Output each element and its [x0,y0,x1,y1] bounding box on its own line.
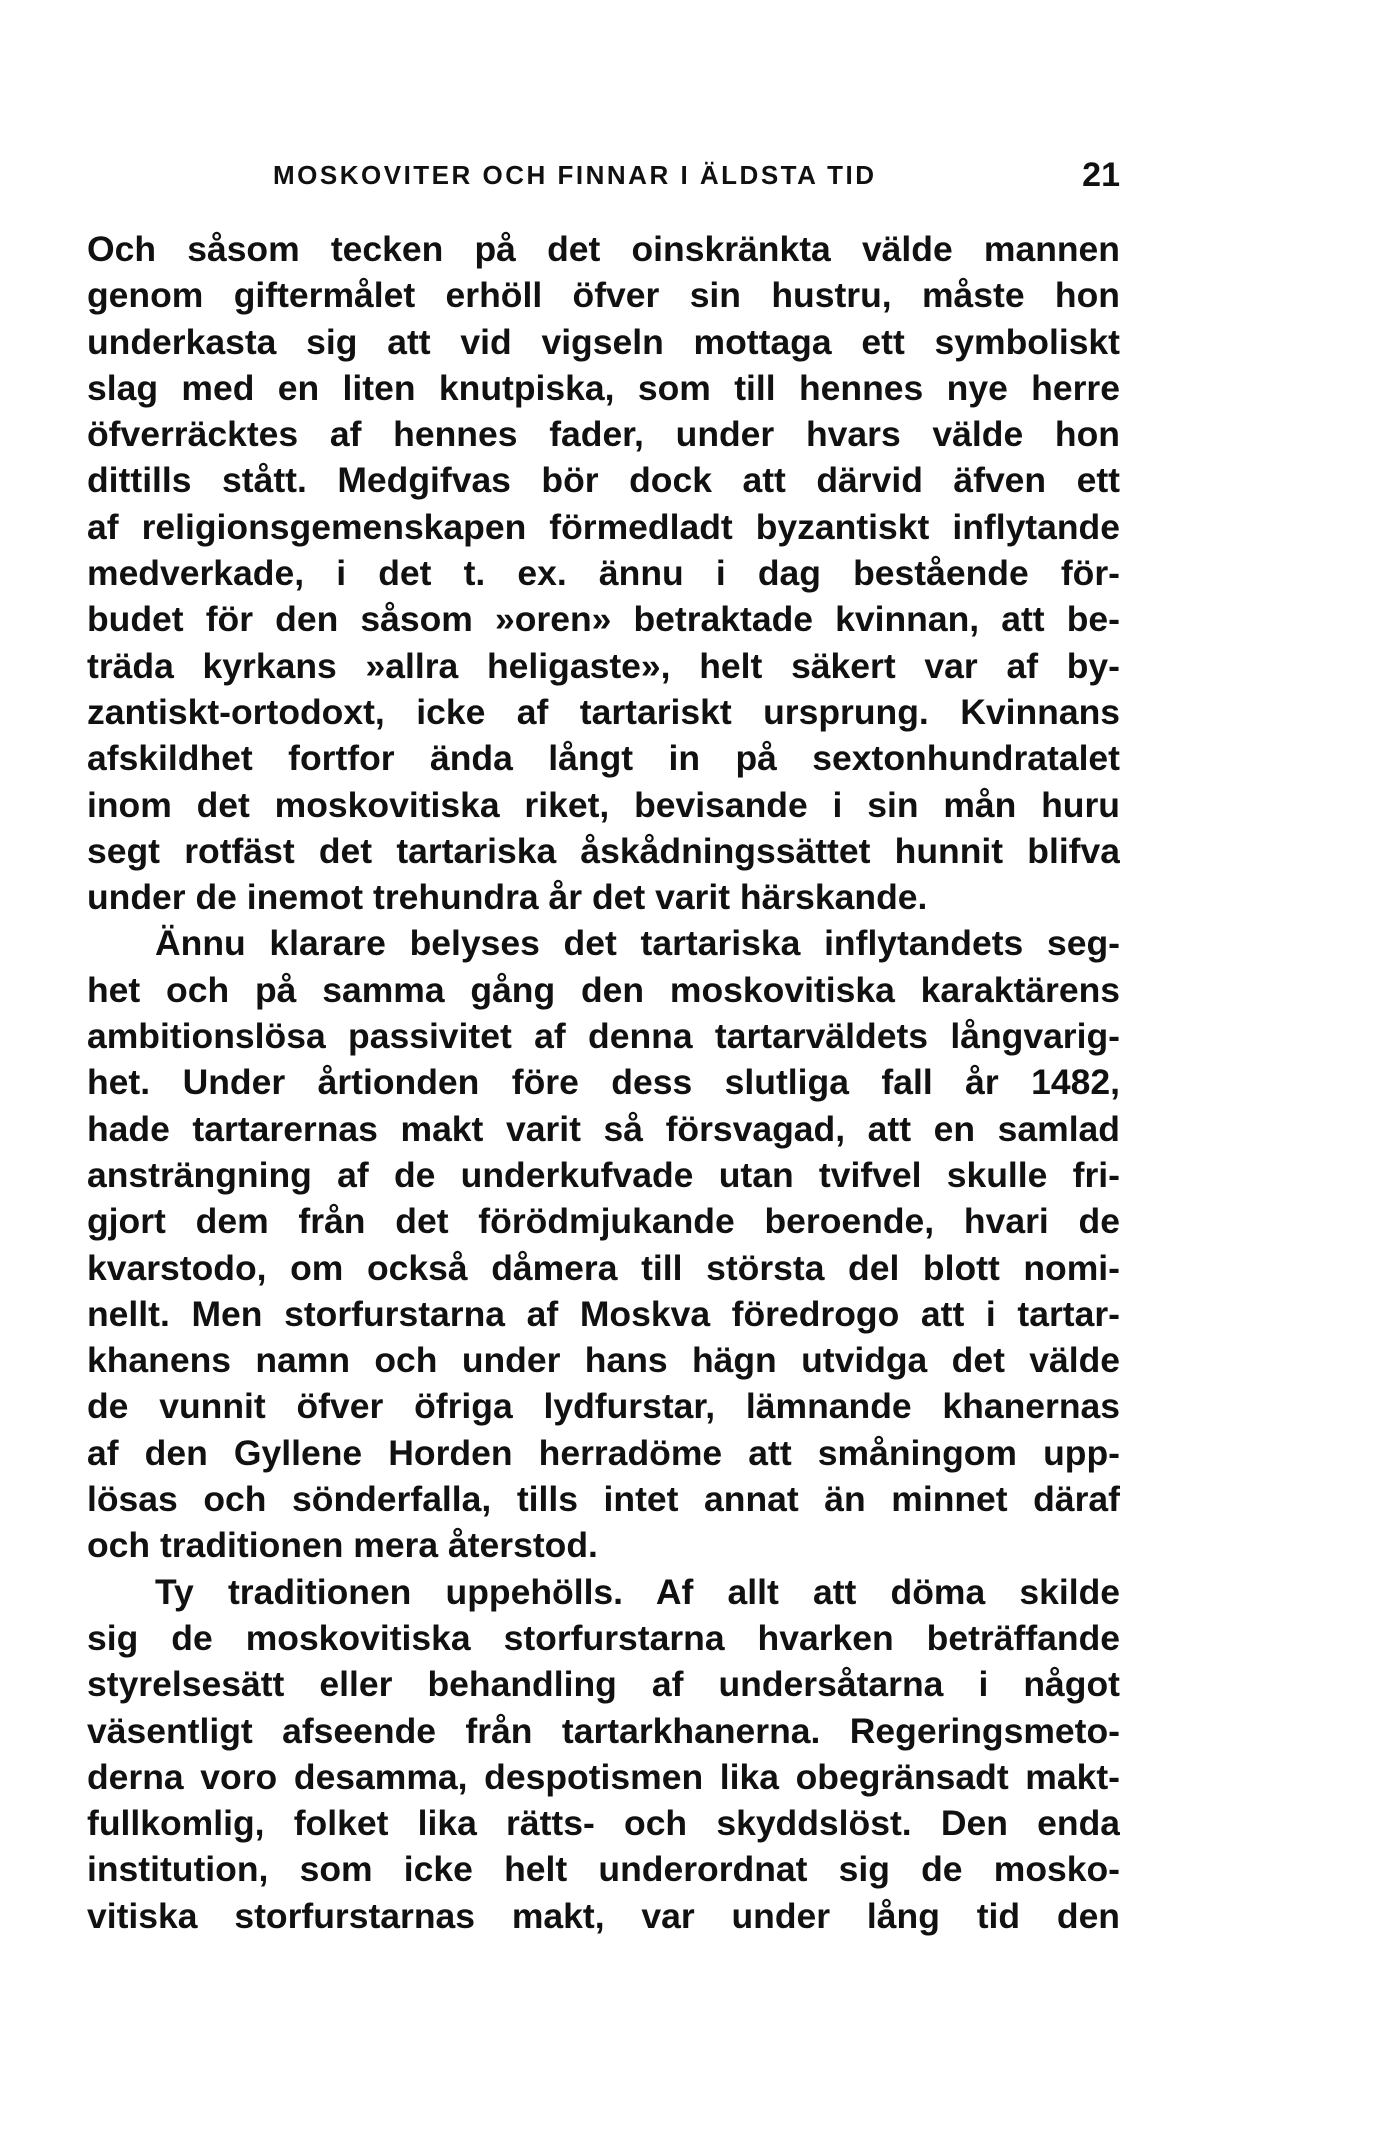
text-line: af den Gyllene Horden herradöme att småningom upp- [87,1432,1120,1473]
text-line: af religionsgemenskapen förmedladt byzantiskt inflytande [87,506,1120,547]
paragraph-end-line: och traditionen mera återstod. [87,1525,598,1566]
text-line: derna voro desamma, despotismen lika obegränsadt makt- [87,1756,1120,1797]
text-line: kvarstodo, om också dåmera till största del blott nomi- [87,1247,1120,1288]
text-line: het. Under årtionden före dess slutliga fall år 1482, [87,1062,1120,1103]
text-line: medverkade, i det t. ex. ännu i dag bestående för- [87,553,1120,594]
text-line: styrelsesätt eller behandling af undersåtarna i något [87,1664,1120,1705]
text-line: slag med en liten knutpiska, som till hennes nye herre [87,367,1120,408]
text-line: vitiska storfurstarnas makt, var under lång tid den [87,1895,1120,1936]
paragraph-end-line: under de inemot trehundra år det varit härskande. [87,877,928,918]
text-line: öfverräcktes af hennes fader, under hvars välde hon [87,414,1120,455]
text-line: inom det moskovitiska riket, bevisande i sin mån huru [87,784,1120,825]
text-line: nellt. Men storfurstarna af Moskva föredrogo att i tartar- [87,1293,1120,1334]
text-line: träda kyrkans »allra heligaste», helt säkert var af by- [87,645,1120,686]
page-number: 21 [1082,156,1120,194]
text-line: het och på samma gång den moskovitiska karaktärens [87,969,1120,1010]
paragraph-start-line: Ännu klarare belyses det tartariska inflytandets seg- [155,923,1120,964]
text-line: segt rotfäst det tartariska åskådningssättet hunnit blifva [87,830,1120,871]
text-line: de vunnit öfver öfriga lydfurstar, lämnande khanernas [87,1386,1120,1427]
text-line: khanens namn och under hans hägn utvidga det välde [87,1340,1120,1381]
running-title: MOSKOVITER OCH FINNAR I ÄLDSTA TID [273,160,877,190]
text-line: budet för den såsom »oren» betraktade kvinnan, att be- [87,599,1120,640]
text-line: zantiskt-ortodoxt, icke af tartariskt ursprung. Kvinnans [87,691,1120,732]
paragraph-start-line: Ty traditionen uppehölls. Af allt att döma skilde [155,1571,1120,1612]
page-header [87,156,1120,200]
text-line: genom giftermålet erhöll öfver sin hustru, måste hon [87,275,1120,316]
text-line: Och såsom tecken på det oinskränkta välde mannen [87,229,1120,269]
text-line: institution, som icke helt underordnat sig de mosko- [87,1849,1120,1890]
text-line: väsentligt afseende från tartarkhanerna. Regeringsmeto- [87,1710,1120,1751]
text-line: gjort dem från det förödmjukande beroende, hvari de [87,1201,1120,1242]
text-line: lösas och sönderfalla, tills intet annat än minnet däraf [87,1479,1120,1520]
text-line: fullkomlig, folket lika rätts- och skyddslöst. Den enda [87,1803,1120,1844]
text-line: sig de moskovitiska storfurstarna hvarken beträffande [87,1617,1120,1658]
body-text [87,226,1120,1939]
text-line: ambitionslösa passivitet af denna tartarväldets långvarig- [87,1016,1120,1057]
text-line: hade tartarernas makt varit så försvagad, att en samlad [87,1108,1120,1149]
text-line: ansträngning af de underkufvade utan tvifvel skulle fri- [87,1154,1120,1195]
text-line: underkasta sig att vid vigseln mottaga ett symboliskt [87,321,1120,362]
text-line: afskildhet fortfor ända långt in på sextonhundratalet [87,738,1120,779]
text-line: dittills stått. Medgifvas bör dock att därvid äfven ett [87,460,1120,501]
